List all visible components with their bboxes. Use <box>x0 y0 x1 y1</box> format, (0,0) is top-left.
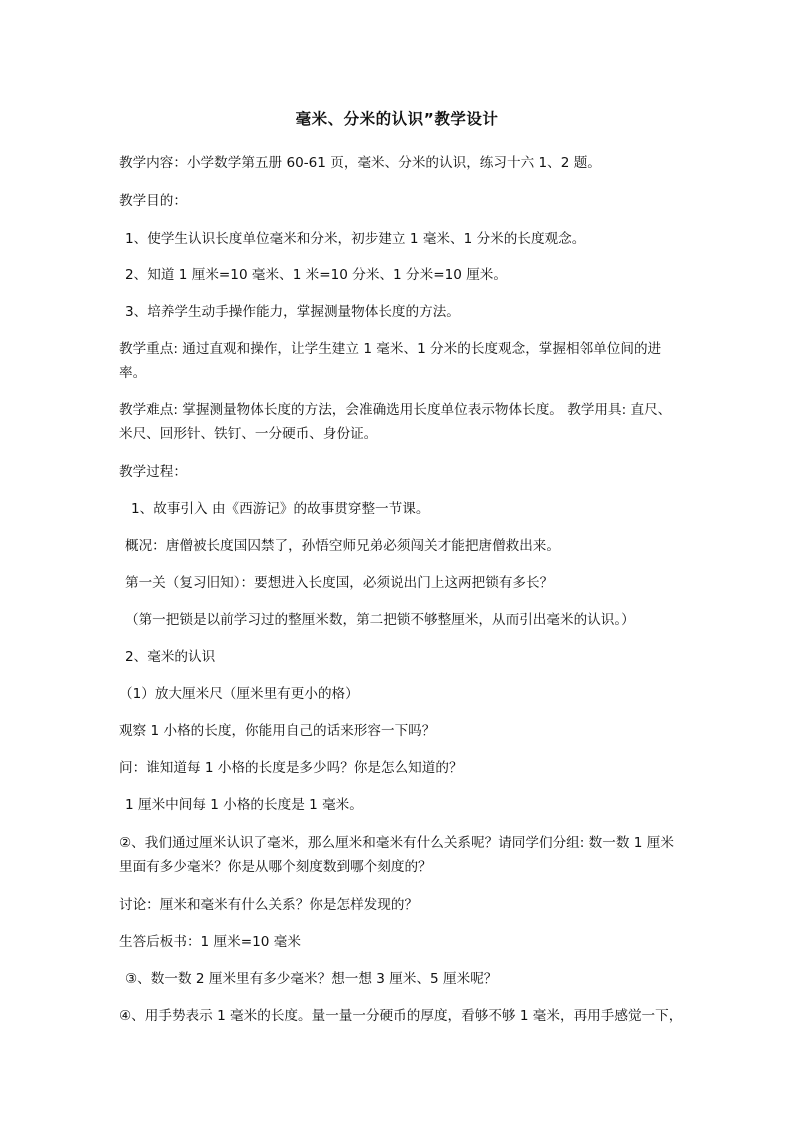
paragraph-objective-3: 3、培养学生动手操作能力，掌握测量物体长度的方法。 <box>125 304 460 320</box>
paragraph-relation-task: ②、我们通过厘米认识了毫米，那么厘米和毫米有什么关系呢？请同学们分组: 数一数 1 厘米里面有多少毫米？你是从哪个刻度数到哪个刻度的？ <box>119 835 674 875</box>
paragraph-objective-1: 1、使学生认识长度单位毫米和分米，初步建立 1 毫米、1 分米的长度观念。 <box>125 231 586 247</box>
paragraph-board-note: 生答后板书：1 厘米=10 毫米 <box>119 934 301 950</box>
paragraph-mm-heading: 2、毫米的认识 <box>125 649 216 665</box>
paragraph-level-one: 第一关（复习旧知）：要想进入长度国，必须说出门上这两把锁有多长？ <box>125 575 554 591</box>
paragraph-key-points: 教学重点: 通过直观和操作，让学生建立 1 毫米、1 分米的长度观念，掌握相邻单位间的进率。 <box>119 341 662 381</box>
paragraph-objectives-heading: 教学目的： <box>119 193 187 209</box>
paragraph-story-intro: 1、故事引入 由《西游记》的故事贯穿整一节课。 <box>131 501 430 517</box>
paragraph-level-one-note: （第一把锁是以前学习过的整厘米数，第二把锁不够整厘米，从而引出毫米的认识。） <box>125 612 635 628</box>
paragraph-ruler: （1）放大厘米尺（厘米里有更小的格） <box>119 686 359 702</box>
paragraph-observe: 观察 1 小格的长度，你能用自己的话来形容一下吗？ <box>119 723 436 739</box>
document-title: 毫米、分米的认识”教学设计 <box>295 110 499 128</box>
paragraph-objective-2: 2、知道 1 厘米=10 毫米、1 米=10 分米、1 分米=10 厘米。 <box>125 267 507 283</box>
paragraph-gesture-exercise: ④、用手势表示 1 毫米的长度。量一量一分硬币的厚度，看够不够 1 毫米，再用手感觉一下， <box>119 1008 683 1024</box>
paragraph-discussion: 讨论：厘米和毫米有什么关系？你是怎样发现的？ <box>119 897 419 913</box>
paragraph-content: 教学内容：小学数学第五册 60-61 页，毫米、分米的认识，练习十六 1、2 题。 <box>119 155 601 171</box>
paragraph-question: 问：谁知道每 1 小格的长度是多少吗？你是怎么知道的？ <box>119 760 463 776</box>
paragraph-overview: 概况：唐僧被长度国囚禁了，孙悟空师兄弟必须闯关才能把唐僧救出来。 <box>125 538 560 554</box>
paragraph-process-heading: 教学过程： <box>119 464 187 480</box>
paragraph-difficulties-tools: 教学难点: 掌握测量物体长度的方法，会准确选用长度单位表示物体长度。 教学用具: 直尺、米尺、回形针、铁钉、一分硬币、身份证。 <box>119 402 672 442</box>
paragraph-count-exercise: ③、数一数 2 厘米里有多少毫米？想一想 3 厘米、5 厘米呢？ <box>125 971 498 987</box>
paragraph-mm-definition: 1 厘米中间每 1 小格的长度是 1 毫米。 <box>125 797 363 813</box>
